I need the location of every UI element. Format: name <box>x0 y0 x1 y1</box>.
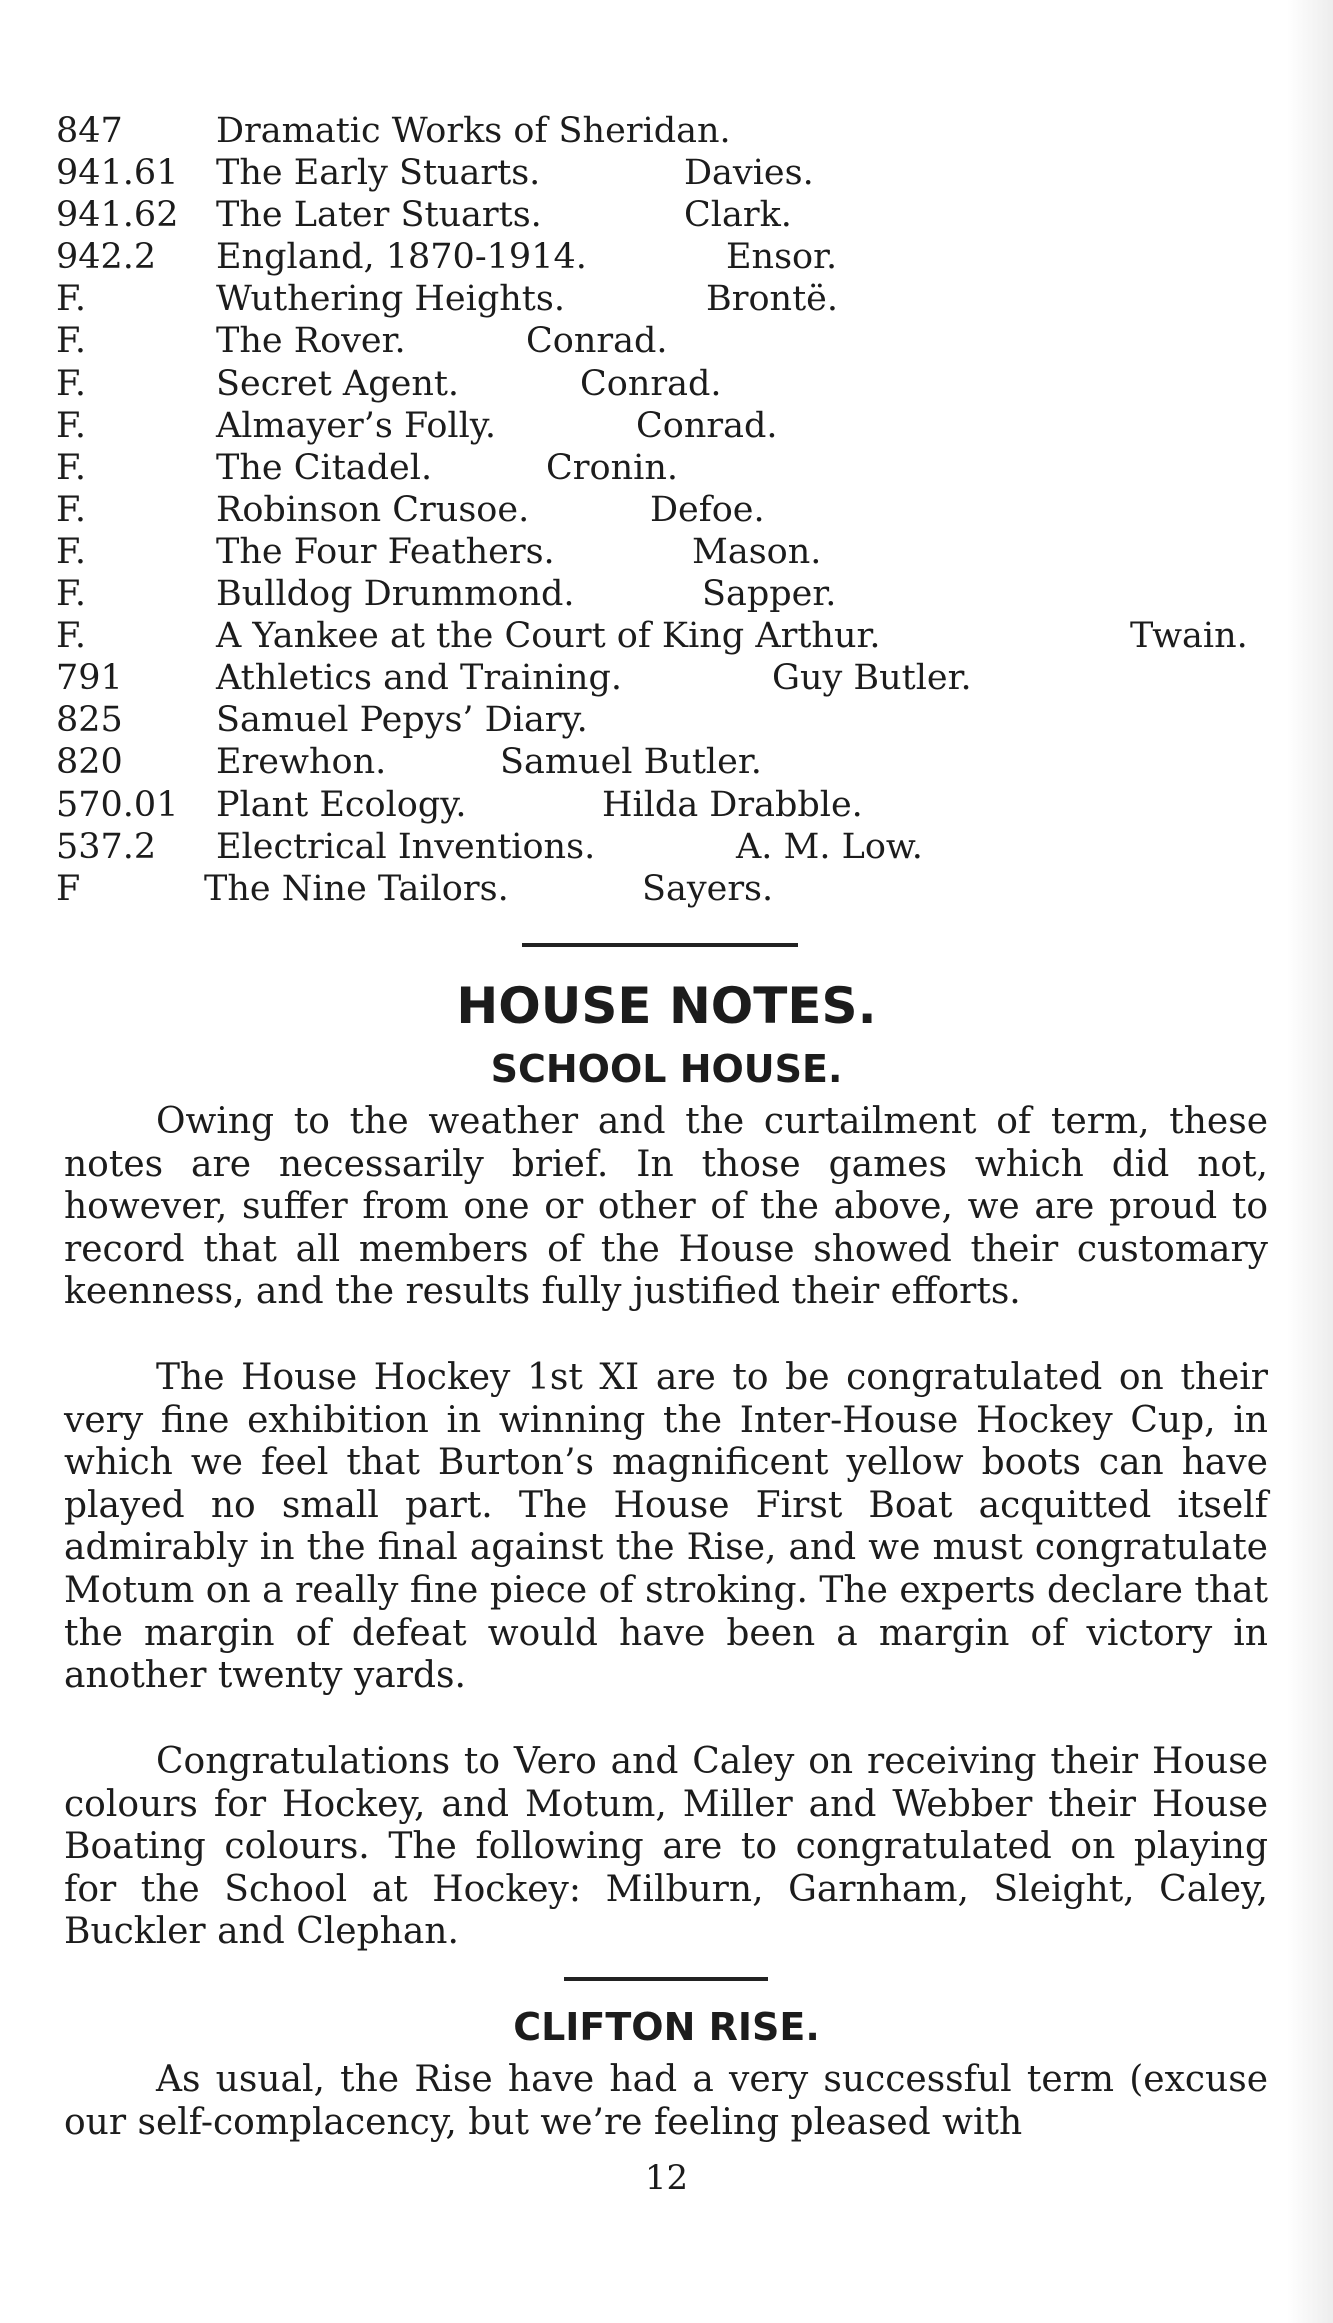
page-edge-shadow <box>1287 0 1333 2323</box>
book-entry <box>56 405 1286 447</box>
book-entry <box>56 110 1286 152</box>
book-entry <box>56 236 1286 278</box>
page-number: 12 <box>644 2158 689 2198</box>
classification-number: F. <box>56 574 86 615</box>
book-entry <box>56 741 1286 783</box>
book-title: The Rover. <box>216 321 406 362</box>
classification-number: 942.2 <box>56 237 157 278</box>
book-title: Robinson Crusoe. <box>216 489 530 530</box>
classification-number: F. <box>56 321 86 362</box>
book-author: Conrad. <box>526 321 668 362</box>
book-title: Dramatic Works of Sheridan. <box>216 111 731 151</box>
book-title: Erewhon. <box>216 742 387 783</box>
classification-number: 820 <box>56 742 123 783</box>
book-entry <box>56 573 1286 615</box>
classification-number: F. <box>56 363 86 404</box>
book-title: Athletics and Training. <box>216 658 623 699</box>
classification-number: 941.61 <box>56 153 179 194</box>
book-entry <box>56 657 1286 699</box>
book-title: Almayer’s Folly. <box>216 405 497 446</box>
book-author: Clark. <box>684 195 792 236</box>
book-author: Sayers. <box>642 868 774 909</box>
library-accessions-list <box>56 110 1286 910</box>
book-author: Mason. <box>692 531 822 572</box>
book-title: Bulldog Drummond. <box>216 574 575 615</box>
book-entry <box>56 699 1286 741</box>
classification-number: 847 <box>56 111 123 151</box>
book-title: Wuthering Heights. <box>216 279 565 320</box>
book-title: A Yankee at the Court of King Arthur. <box>216 616 881 657</box>
book-entry <box>56 489 1286 531</box>
book-title: The Citadel. <box>216 447 433 488</box>
classification-number: F. <box>56 616 86 657</box>
book-entry <box>56 615 1286 657</box>
book-title: The Four Feathers. <box>216 531 555 572</box>
book-author: Defoe. <box>650 489 765 530</box>
classification-number: F. <box>56 279 86 320</box>
school-house-paragraph-3: Congratulations to Vero and Caley on receiving their House colours for Hockey, and Motum, Miller and Webber their House Boating colours. The following are to congratulated on playing for the School at Hockey: Milburn, Garnham, Sleight, Caley, Buckler and Clephan. <box>64 1741 1268 1953</box>
classification-number: 537.2 <box>56 826 157 867</box>
classification-number: F. <box>56 489 86 530</box>
book-entry <box>56 868 1286 910</box>
book-author: Conrad. <box>580 363 722 404</box>
school-house-paragraph-1: Owing to the weather and the curtailment of term, these notes are necessarily brief. In those games which did not, however, suffer from one or other of the above, we are proud to record that all members of the House showed their customary keenness, and the results fully justified their efforts. <box>64 1101 1268 1313</box>
classification-number: 825 <box>56 700 123 741</box>
classification-number: F <box>56 868 81 909</box>
book-entry <box>56 447 1286 489</box>
book-entry <box>56 531 1286 573</box>
book-entry <box>56 194 1286 236</box>
book-title: Plant Ecology. <box>216 784 467 825</box>
book-entry <box>56 278 1286 320</box>
classification-number: 570.01 <box>56 784 179 825</box>
book-entry <box>56 826 1286 868</box>
school-house-paragraph-2: The House Hockey 1st XI are to be congratulated on their very fine exhibition in winning the Inter-House Hockey Cup, in which we feel that Burton’s magnificent yellow boots can have played no small part. The House First Boat acquitted itself admirably in the final against the Rise, and we must congratulate Motum on a really fine piece of stroking. The experts declare that the margin of defeat would have been a margin of victory in another twenty yards. <box>64 1357 1268 1697</box>
school-house-heading: SCHOOL HOUSE. <box>490 1047 843 1091</box>
book-title: Electrical Inventions. <box>216 826 596 867</box>
book-author: Cronin. <box>546 447 678 488</box>
classification-number: 791 <box>56 658 123 699</box>
classification-number: F. <box>56 447 86 488</box>
section-divider <box>522 943 798 947</box>
book-entry <box>56 363 1286 405</box>
book-author: Hilda Drabble. <box>602 784 863 825</box>
clifton-rise-heading: CLIFTON RISE. <box>513 2005 820 2049</box>
book-author: Ensor. <box>726 237 838 278</box>
book-author: Sapper. <box>702 574 837 615</box>
book-author: Guy Butler. <box>772 658 972 699</box>
clifton-rise-paragraph-1: As usual, the Rise have had a very successful term (excuse our self-complacency, but we’re feeling pleased with <box>64 2059 1268 2143</box>
book-title: The Nine Tailors. <box>204 868 509 909</box>
book-title: Secret Agent. <box>216 363 460 404</box>
book-title: The Early Stuarts. <box>216 153 541 194</box>
section-divider <box>564 1977 768 1981</box>
classification-number: 941.62 <box>56 195 179 236</box>
book-title: Samuel Pepys’ Diary. <box>216 700 588 741</box>
book-author: Samuel Butler. <box>500 742 762 783</box>
classification-number: F. <box>56 531 86 572</box>
book-entry <box>56 320 1286 362</box>
book-author: Twain. <box>1130 616 1248 657</box>
classification-number: F. <box>56 405 86 446</box>
book-entry <box>56 784 1286 826</box>
book-title: The Later Stuarts. <box>216 195 542 236</box>
book-author: Conrad. <box>636 405 778 446</box>
book-author: A. M. Low. <box>736 826 923 867</box>
book-entry <box>56 152 1286 194</box>
house-notes-heading: HOUSE NOTES. <box>456 977 877 1035</box>
book-author: Brontë. <box>706 279 838 320</box>
book-author: Davies. <box>684 153 814 194</box>
book-title: England, 1870-1914. <box>216 237 587 278</box>
